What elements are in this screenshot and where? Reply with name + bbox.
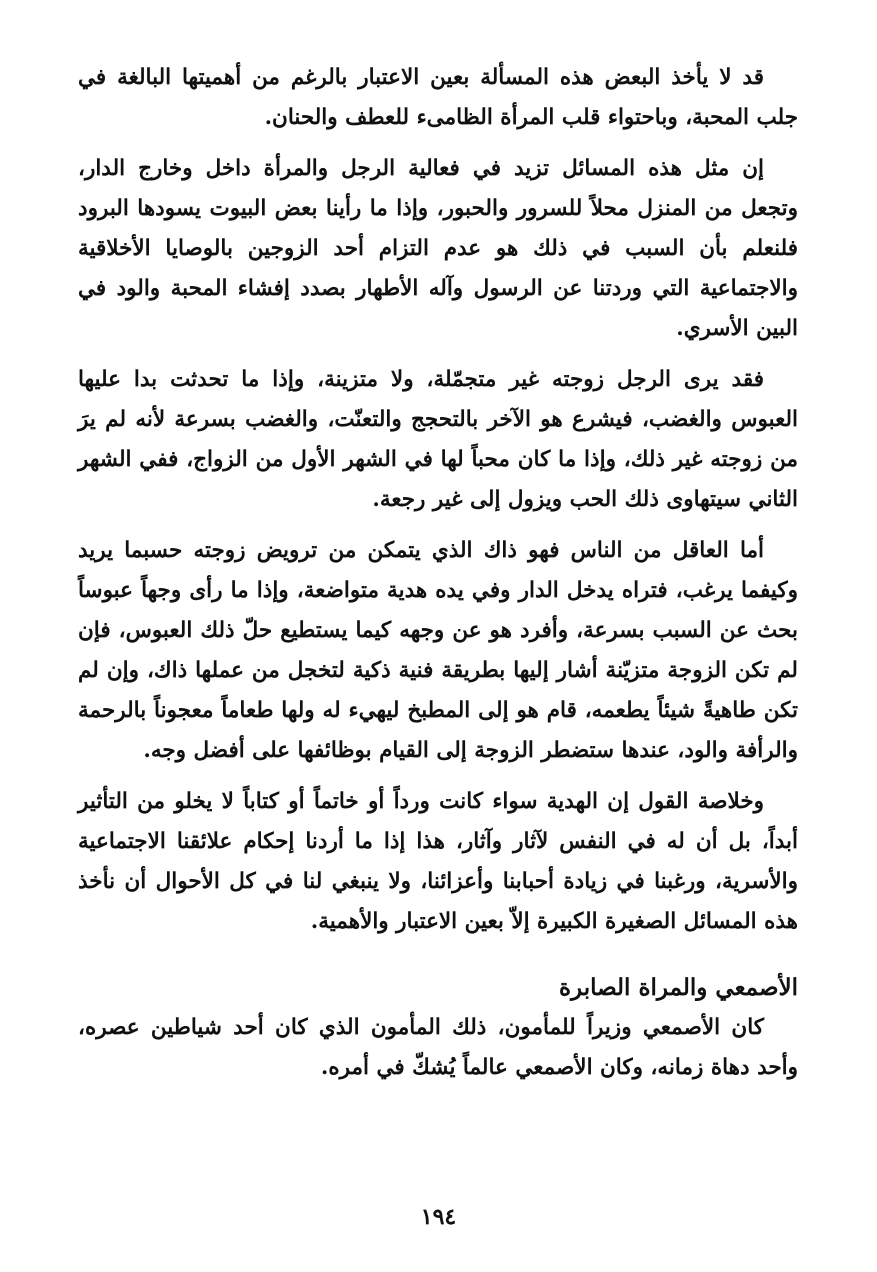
page-number: ١٩٤ bbox=[420, 1204, 457, 1230]
section-paragraph: كان الأصمعي وزيراً للمأمون، ذلك المأمون الذي كان أحد شياطين عصره، وأحد دهاة زمانه، وكان الأصمعي عالماً يُشكّ في أمره. bbox=[78, 1015, 798, 1080]
paragraph-4: أما العاقل من الناس فهو ذاك الذي يتمكن من ترويض زوجته حسبما يريد وكيفما يرغب، فتراه يدخل الدار وفي يده هدية متواضعة، وإذا ما رأى وجهاً عبوساً بحث عن السبب بسرعة، وأفرد هو عن وجهه كيما يستطيع حلّ ذلك العبوس، فإن لم تكن الزوجة متزيّنة أشار إليها بطريقة فنية ذكية لتخجل من عملها ذاك، وإن لم تكن طاهيةً شيئاً يطعمه، قام هو إلى المطبخ ليهيء له ولها طعاماً معجوناً بالرحمة والرأفة والود، عندها ستضطر الزوجة إلى القيام بوظائفها على أفضل وجه. bbox=[78, 538, 798, 763]
paragraph-2: إن مثل هذه المسائل تزيد في فعالية الرجل والمرأة داخل وخارج الدار، وتجعل من المنزل محلاً للسرور والحبور، وإذا ما رأينا بعض البيوت يسودها البرود فلنعلم بأن السبب في ذلك هو عدم التزام أحد الزوجين بالوصايا الأخلاقية والاجتماعية التي وردتنا عن الرسول وآله الأطهار بصدد إفشاء المحبة والود في البين الأسري. bbox=[78, 156, 798, 341]
page-body bbox=[78, 58, 798, 1099]
paragraph-5: وخلاصة القول إن الهدية سواء كانت ورداً أو خاتماً أو كتاباً لا يخلو من التأثير أبداً، بل أن له في النفس لآثار وآثار، هذا إذا ما أردنا إحكام علائقنا الاجتماعية والأسرية، ورغبنا في زيادة أحبابنا وأعزائنا، ولا ينبغي لنا في كل الأحوال أن نأخذ هذه المسائل الصغيرة الكبيرة إلاّ بعين الاعتبار والأهمية. bbox=[78, 789, 798, 934]
paragraph-3: فقد يرى الرجل زوجته غير متجمّلة، ولا متزينة، وإذا ما تحدثت بدا عليها العبوس والغضب، فيشرع هو الآخر بالتحجج والتعنّت، والغضب بسرعة لأنه لم يرَ من زوجته غير ذلك، وإذا ما كان محباً لها في الشهر الأول من الزواج، ففي الشهر الثاني سيتهاوى ذلك الحب ويزول إلى غير رجعة. bbox=[78, 367, 798, 512]
paragraph-1: قد لا يأخذ البعض هذه المسألة بعين الاعتبار بالرغم من أهميتها البالغة في جلب المحبة، وباحتواء قلب المرأة الظامىء للعطف والحنان. bbox=[78, 65, 798, 130]
section-title: الأصمعي والمراة الصابرة bbox=[558, 974, 798, 1001]
